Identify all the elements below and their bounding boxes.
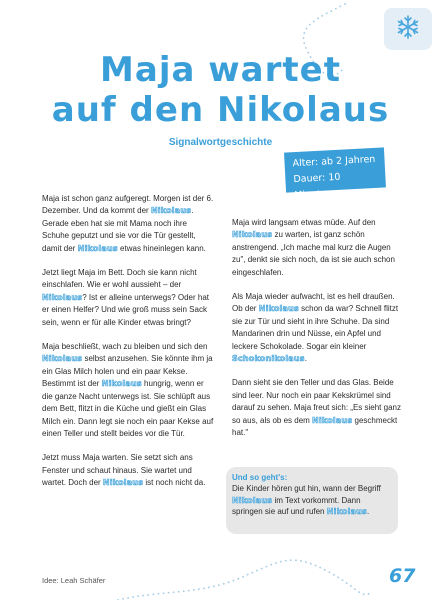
corner-badge (384, 8, 432, 50)
page-title (0, 50, 441, 130)
story-column-right (232, 217, 402, 452)
signal-word: Schokonikolaus (232, 354, 305, 364)
page-subtitle: Signalwortgeschichte (168, 137, 273, 148)
signal-word: Nikolaus (312, 415, 353, 425)
title-line-1: Maja wartet (100, 50, 341, 90)
title-line-2: auf den Nikolaus (51, 90, 390, 130)
signal-word: Nikolaus (77, 243, 118, 253)
story-paragraph: Maja ist schon ganz aufgeregt. Morgen ist der 6. Dezember. Und da kommt der Nikolaus. Gerade eben hat sie mit Mama noch ihre Schuhe geputzt und sie vor die Tür gestellt, damit der Nikolaus etwas hineinlegen kann. (42, 194, 214, 253)
signal-word: Nikolaus (150, 206, 192, 216)
story-paragraph: Jetzt liegt Maja im Bett. Doch sie kann nicht einschlafen. Wie er wohl aussieht – der Nikolaus? Ist er alleine unterwegs? Oder hat er einen Helfer? Und wie groß muss sein Sack sein, wenn er für alle Kinder etwas bringt? (42, 268, 209, 327)
signal-word: Nikolaus (101, 379, 142, 389)
snowflake-icon (395, 14, 421, 45)
signal-word: Nikolaus (42, 292, 83, 302)
story-paragraph: Maja wird langsam etwas müde. Auf den Nikolaus zu warten, ist ganz schön anstrengend. „Ich mache mal kurz die Augen zu", denkt sie sich noch, da ist sie auch schon eingeschlafen. (232, 218, 395, 277)
story-paragraph: Als Maja wieder aufwacht, ist es hell draußen. Ob der Nikolaus schon da war? Schnell flitzt sie zur Tür und sieht in ihre Schuhe. Da sind Mandarinen drin und Nüsse, ein Apfel und leckere Schokolade. Sogar ein kleiner Schokonikolaus. (232, 292, 399, 364)
signal-word: Nikolaus (232, 495, 273, 505)
story-paragraph: Maja beschließt, wach zu bleiben und sich den Nikolaus selbst anzusehen. Sie könnte ihm ja ein Glas Milch holen und ein paar Kekse. Bestimmt ist der Nikolaus hungrig, wenn er die ganze Nacht unterwegs ist. Sie schlüpft aus dem Bett, flitzt in die Küche und gießt ein Glas Milch ein. Dann legt sie noch ein paar Kekse auf einen Teller und stellt beides vor die Tür. (42, 342, 214, 438)
instructions: Und so geht's: Die Kinder hören gut hin, wann der Begriff Nikolaus im Text vorkommt. Dann springen sie auf und rufen Nikolaus. (232, 472, 392, 517)
signal-word: Nikolaus (42, 354, 83, 364)
page-number: 67 (389, 565, 416, 587)
age-duration-tag (284, 147, 386, 202)
duration-label: Dauer: 10 Minuten (293, 171, 341, 202)
instructions-heading: Und so geht's: (232, 473, 288, 482)
story-paragraph: Jetzt muss Maja warten. Sie setzt sich ans Fenster und schaut hinaus. Sie wartet und wartet. Doch der Nikolaus ist noch nicht da. (42, 453, 206, 488)
story-paragraph: Dann sieht sie den Teller und das Glas. Beide sind leer. Nur noch ein paar Kekskrümel sind darauf zu sehen. Maja freut sich: „Es sieht ganz so aus, als ob es dem Nikolaus geschmeckt hat." (232, 378, 401, 438)
signal-word: Nikolaus (102, 478, 144, 488)
age-label: Alter: ab 2 Jahren (292, 153, 376, 170)
credit-text: Idee: Leah Schäfer (42, 576, 106, 585)
signal-word: Nikolaus (326, 506, 367, 516)
signal-word: Nikolaus (258, 304, 299, 314)
story-column-left (42, 193, 215, 502)
signal-word: Nikolaus (232, 230, 273, 240)
